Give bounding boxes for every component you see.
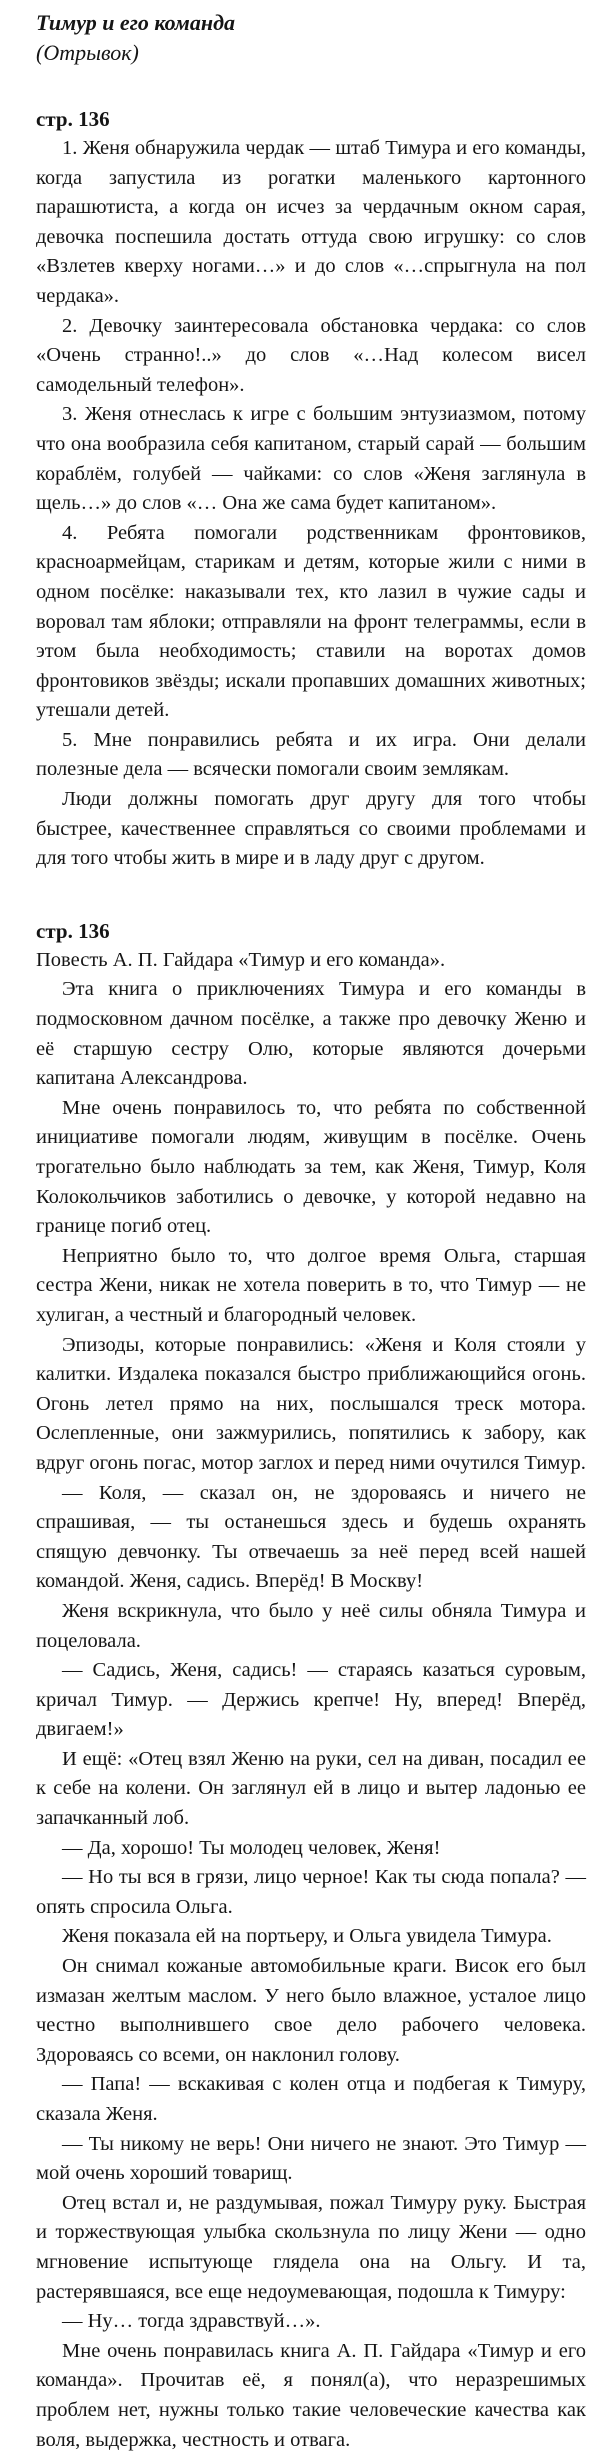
section-2-paragraph: Женя вскрикнула, что было у неё силы обняла Тимура и поцеловала. bbox=[36, 1599, 586, 1652]
section-1 bbox=[36, 104, 586, 874]
section-2-paragraph: — Ты никому не верь! Они ничего не знают. Это Тимур — мой очень хороший товарищ. bbox=[36, 2132, 586, 2185]
section-1-paragraph: 2. Девочку заинтересовала обстановка чердака: со слов «Очень странно!..» до слов «…Над колесом висел самодельный телефон». bbox=[36, 314, 586, 396]
section-2-paragraph: Эта книга о приключениях Тимура и его команды в подмосковном дачном посёлке, а также про девочку Женю и её старшую сестру Олю, которые являются дочерьми капитана Александрова. bbox=[36, 978, 586, 1090]
section-1-paragraph: Люди должны помогать друг другу для того чтобы быстрее, качественнее справляться со своими проблемами и для того чтобы жить в мире и в ладу друг с другом. bbox=[36, 788, 586, 870]
section-2-paragraph: — Ну… тогда здравствуй…». bbox=[62, 2310, 321, 2333]
document-title: Тимур и его команда bbox=[36, 10, 235, 35]
section-2-intro: Повесть А. П. Гайдара «Тимур и его команда». bbox=[36, 948, 446, 971]
section-2-paragraph: Мне очень понравилась книга А. П. Гайдара «Тимур и его команда». Прочитав её, я понял(а), что неразрешимых проблем нет, нужны только такие человеческие качества как воля, выдержка, честность и отвага. bbox=[36, 2339, 586, 2451]
section-2-paragraph: Женя показала ей на портьеру, и Ольга увидела Тимура. bbox=[62, 1925, 552, 1948]
section-2-paragraph: — Но ты вся в грязи, лицо черное! Как ты сюда попала? — опять спросила Ольга. bbox=[36, 1866, 586, 1918]
section-2-paragraph: Он снимал кожаные автомобильные краги. Висок его был измазан желтым маслом. У него было влажное, усталое лицо честно выполнившего свое дело рабочего человека. Здороваясь со всеми, он наклонил голову. bbox=[36, 1955, 586, 2066]
section-1-paragraph: 5. Мне понравились ребята и их игра. Они делали полезные дела — всячески помогали своим землякам. bbox=[36, 728, 586, 781]
section-2-paragraph: Мне очень понравилось то, что ребята по собственной инициативе помогали людям, живущим в посёлке. Очень трогательно было наблюдать за тем, как Женя, Тимур, Коля Колокольчиков заботились о девочке, у которой недавно на границе погиб отец. bbox=[36, 1096, 586, 1238]
section-1-heading: стр. 136 bbox=[36, 107, 110, 131]
section-1-paragraph: 4. Ребята помогали родственникам фронтовиков, красноармейцам, старикам и детям, которые жили с ними в одном посёлке: наказывали тех, кто лазил в чужие сады и воровал там яблоки; отправляли на фронт телеграммы, если в этом была необходимость; ставили на воротах домов фронтовиков звёзды; искали пропавших домашних животных; утешали детей. bbox=[36, 521, 586, 722]
document-page bbox=[36, 8, 586, 2455]
document-subtitle: (Отрывок) bbox=[36, 40, 139, 65]
section-1-paragraph: 3. Женя отнеслась к игре с большим энтузиазмом, потому что она вообразила себя капитаном, старый сарай — большим кораблём, голубей — чайками: со слов «Женя заглянула в щель…» до слов «… Она же сама будет капитаном». bbox=[36, 403, 586, 515]
section-2-paragraph: Отец встал и, не раздумывая, пожал Тимуру руку. Быстрая и торжествующая улыбка скользнула по лицу Жени — одно мгновение испытующе глядела она на Ольгу. И та, растерявшаяся, все еще недоумевающая, подошла к Тимуру: bbox=[36, 2191, 586, 2303]
section-1-paragraph: 1. Женя обнаружила чердак — штаб Тимура и его команды, когда запустила из рогатки маленького картонного парашютиста, а когда он исчез за чердачным окном сарая, девочка поспешила достать оттуда свою игрушку: со слов «Взлетев кверху ногами…» и до слов «…спрыгнула на пол чердака». bbox=[36, 137, 586, 307]
section-2-paragraph: — Садись, Женя, садись! — стараясь казаться суровым, кричал Тимур. — Держись крепче! Ну, вперед! Вперёд, двигаем!» bbox=[36, 1659, 586, 1741]
section-2-paragraph: — Папа! — вскакивая с колен отца и подбегая к Тимуру, сказала Женя. bbox=[36, 2073, 586, 2125]
section-2-paragraph: Неприятно было то, что долгое время Ольга, старшая сестра Жени, никак не хотела поверить в то, что Тимур — не хулиган, а честный и благородный человек. bbox=[36, 1244, 586, 1326]
section-2-heading: стр. 136 bbox=[36, 918, 110, 943]
section-2-paragraph: — Коля, — сказал он, не здороваясь и ничего не спрашивая, — ты останешься здесь и будешь охранять спящую девчонку. Ты отвечаешь за неё перед всей нашей командой. Женя, садись. Вперёд! В Москву! bbox=[36, 1481, 586, 1593]
section-2-paragraph: И ещё: «Отец взял Женю на руки, сел на диван, посадил ее к себе на колени. Он заглянул ей в лицо и вытер ладонью ее запачканный лоб. bbox=[36, 1747, 586, 1830]
section-2 bbox=[36, 916, 586, 2455]
section-2-paragraph: — Да, хорошо! Ты молодец человек, Женя! bbox=[62, 1836, 441, 1859]
section-2-paragraph: Эпизоды, которые понравились: «Женя и Коля стояли у калитки. Издалека показался быстро приближающийся огонь. Огонь летел прямо на них, послышался треск мотора. Ослепленные, они зажмурились, попятились к забору, как вдруг огонь погас, мотор заглох и перед ними очутился Тимур. bbox=[36, 1333, 586, 1474]
